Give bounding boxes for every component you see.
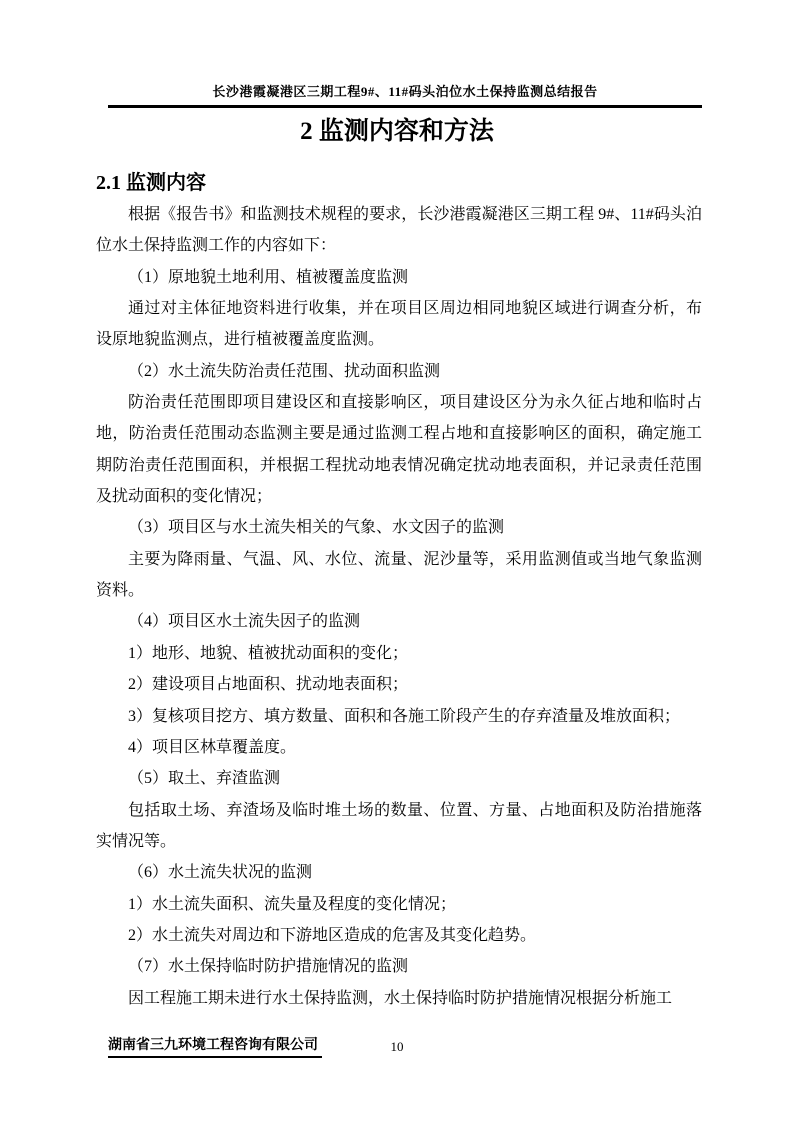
page-footer <box>0 1035 794 1065</box>
body-paragraph: 1）地形、地貌、植被扰动面积的变化； <box>128 644 409 662</box>
footer-company-name: 湖南省三九环境工程咨询有限公司 <box>108 1037 322 1058</box>
body-paragraph: 3）复核项目挖方、填方数量、面积和各施工阶段产生的存弃渣量及堆放面积； <box>128 707 681 725</box>
chapter-title: 2 监测内容和方法 <box>300 118 494 145</box>
body-paragraph: 2）建设项目占地面积、扰动地表面积； <box>128 676 409 694</box>
body-paragraph: 2）水土流失对周边和下游地区造成的危害及其变化趋势。 <box>128 926 537 944</box>
body-content <box>96 199 702 1014</box>
header-title: 长沙港霞凝港区三期工程9#、11#码头泊位水土保持监测总结报告 <box>212 84 598 99</box>
body-paragraph: 4）项目区林草覆盖度。 <box>128 738 297 756</box>
body-paragraph: 1）水土流失面积、流失量及程度的变化情况； <box>128 895 457 913</box>
body-paragraph: （7）水土保持临时防护措施情况的监测 <box>128 958 409 976</box>
body-paragraph: 因工程施工期未进行水土保持监测，水土保持临时防护措施情况根据分析施工 <box>128 989 673 1007</box>
body-paragraph: （6）水土流失状况的监测 <box>128 864 313 882</box>
section-heading: 2.1 监测内容 <box>96 172 206 194</box>
body-paragraph: （5）取土、弃渣监测 <box>128 770 281 788</box>
body-paragraph: 根据《报告书》和监测技术规程的要求，长沙港霞凝港区三期工程 9#、11#码头泊位水土保持监测工作的内容如下： <box>96 206 702 255</box>
body-paragraph: （4）项目区水土流失因子的监测 <box>128 613 361 631</box>
page-header <box>108 84 702 108</box>
body-paragraph: 主要为降雨量、气温、风、水位、流量、泥沙量等，采用监测值或当地气象监测资料。 <box>96 550 702 600</box>
body-paragraph: 防治责任范围即项目建设区和直接影响区，项目建设区分为永久征占地和临时占地，防治责任范围动态监测主要是通过监测工程占地和直接影响区的面积，确定施工期防治责任范围面积，并根据工程扰动地表情况确定扰动地表面积，并记录责任范围及扰动面积的变化情况； <box>96 394 702 506</box>
page-number: 10 <box>390 1039 404 1054</box>
body-paragraph: 通过对主体征地资料进行收集，并在项目区周边相同地貌区域进行调查分析，布设原地貌监测点，进行植被覆盖度监测。 <box>96 300 702 349</box>
body-paragraph: （1）原地貌土地利用、植被覆盖度监测 <box>128 268 409 286</box>
body-paragraph: 包括取土场、弃渣场及临时堆土场的数量、位置、方量、占地面积及防治措施落实情况等。 <box>96 801 702 850</box>
body-paragraph: （3）项目区与水土流失相关的气象、水文因子的监测 <box>128 519 505 537</box>
body-paragraph: （2）水土流失防治责任范围、扰动面积监测 <box>128 362 441 380</box>
